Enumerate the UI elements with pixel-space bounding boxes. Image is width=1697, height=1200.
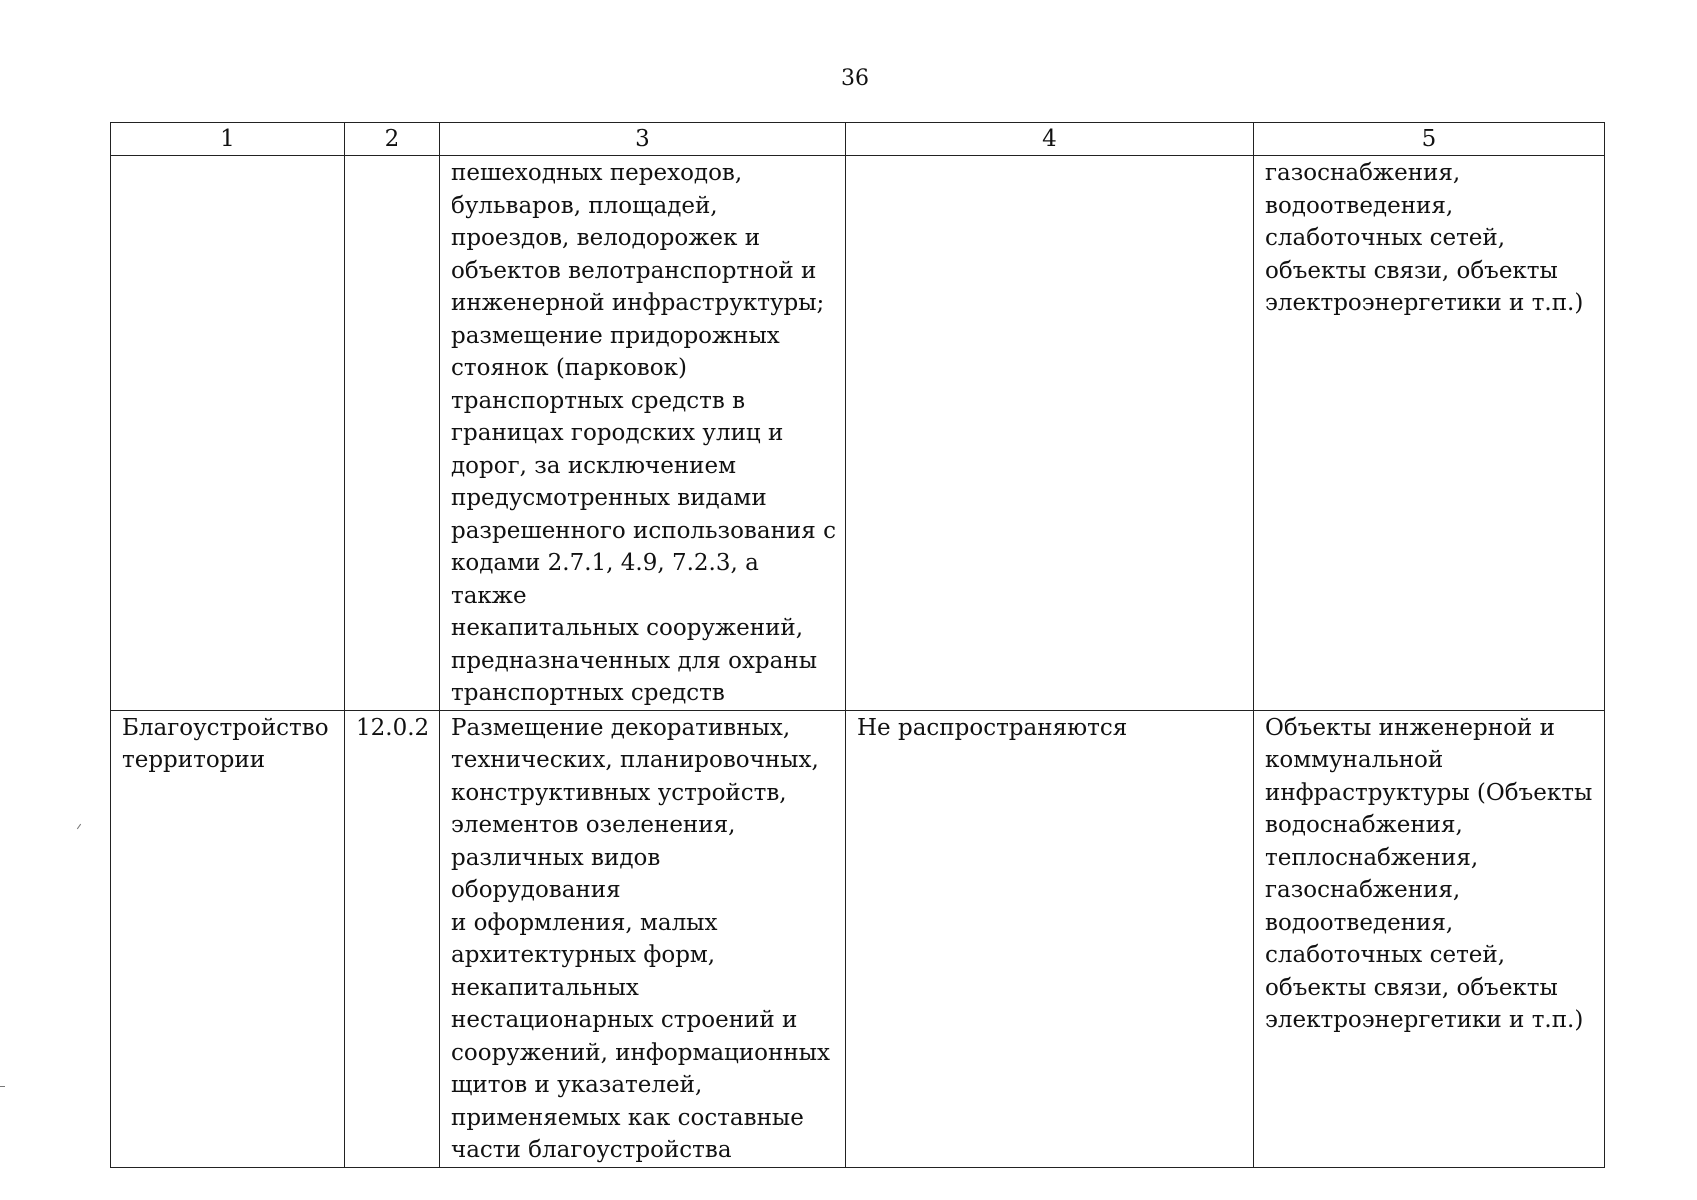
cell-objects xyxy=(1254,710,1605,1167)
use-name-text xyxy=(122,156,335,157)
objects-text: газоснабжения, водоотведения, слаботочных сетей, объекты связи, объекты электроэнергетики и т.п.) xyxy=(1265,160,1584,316)
cell-objects xyxy=(1254,156,1605,711)
cell-use-name xyxy=(111,156,345,711)
cell-use-code xyxy=(345,710,440,1167)
column-header-3: 3 xyxy=(440,123,846,156)
use-name-text: Благоустройство территории xyxy=(122,714,329,773)
table-header-row xyxy=(111,123,1605,156)
table-row xyxy=(111,156,1605,711)
column-header-1: 1 xyxy=(111,123,345,156)
cell-use-description xyxy=(440,156,846,711)
use-code-text: 12.0.2 xyxy=(356,714,430,741)
parameters-text xyxy=(857,156,1244,157)
page-number: 36 xyxy=(841,66,869,91)
use-description-text: пешеходных переходов, бульваров, площадей, проездов, велодорожек и объектов велотранспортной и инженерной инфраструктуры; размещение придорожных стоянок (парковок) транспортных средств в границах городских улиц и дорог, за исключением предусмотренных видами разрешенного использования с кодами 2.7.1, 4.9, 7.2.3, а также некапитальных сооружений, предназначенных для охраны транспортных средств xyxy=(451,160,836,706)
use-description-text: Размещение декоративных, технических, планировочных, конструктивных устройств, элементов озеленения, различных видов оборудования и оформления, малых архитектурных форм, некапитальных нестационарных строений и сооружений, информационных щитов и указателей, применяемых как составные части благоустройства xyxy=(451,714,830,1163)
scan-speck xyxy=(0,1086,5,1087)
parameters-text: Не распространяются xyxy=(857,714,1128,741)
column-header-2: 2 xyxy=(345,123,440,156)
column-header-4: 4 xyxy=(846,123,1254,156)
cell-use-name xyxy=(111,710,345,1167)
objects-text: Объекты инженерной и коммунальной инфраструктуры (Объекты водоснабжения, теплоснабжения, газоснабжения, водоотведения, слаботочных сетей, объекты связи, объекты электроэнергетики и т.п.) xyxy=(1265,714,1593,1033)
table-row xyxy=(111,710,1605,1167)
cell-use-code xyxy=(345,156,440,711)
cell-use-description xyxy=(440,710,846,1167)
cell-parameters xyxy=(846,710,1254,1167)
regulations-table xyxy=(110,122,1605,1168)
cell-parameters xyxy=(846,156,1254,711)
column-header-5: 5 xyxy=(1254,123,1605,156)
use-code-text xyxy=(356,156,435,157)
scan-speck xyxy=(77,824,81,829)
